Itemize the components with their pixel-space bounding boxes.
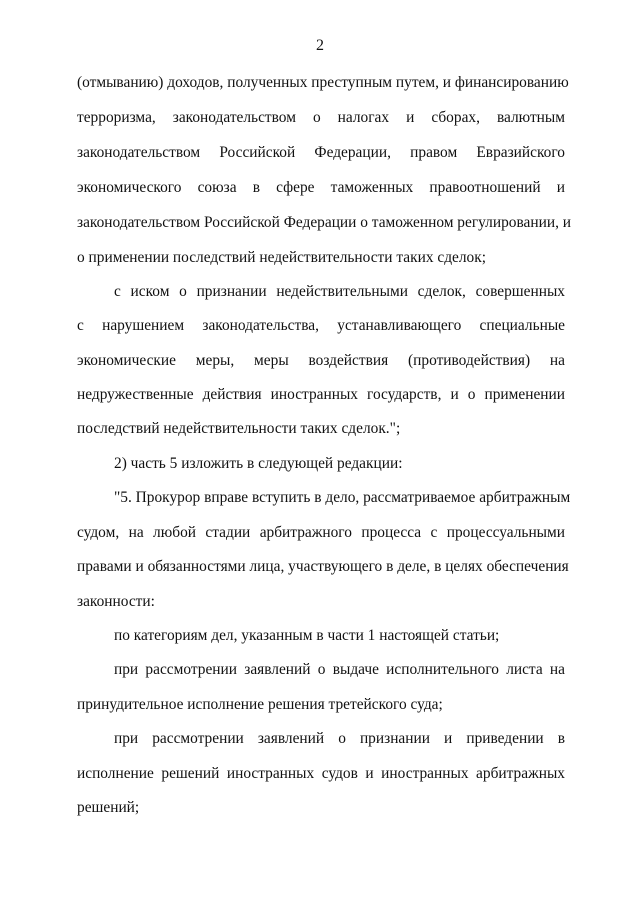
text-line-3: законодательством Российской Федерации, правом Евразийского: [77, 144, 565, 161]
text-line-6: о применении последствий недействительности таких сделок;: [77, 249, 486, 266]
text-line-1: (отмыванию) доходов, полученных преступным путем, и финансированию: [77, 74, 569, 91]
text-line-22: решений;: [77, 799, 140, 816]
text-line-2: терроризма, законодательством о налогах и сборах, валютным: [77, 109, 565, 126]
text-line-21: исполнение решений иностранных судов и иностранных арбитражных: [77, 765, 565, 782]
text-line-16: законности:: [77, 593, 155, 610]
text-line-11: последствий недействительности таких сделок.";: [77, 420, 401, 437]
text-line-10: недружественные действия иностранных государств, и о применении: [77, 386, 565, 403]
text-line-19: принудительное исполнение решения третейского суда;: [77, 696, 443, 713]
text-line-17: по категориям дел, указанным в части 1 настоящей статьи;: [114, 627, 500, 644]
text-line-20: при рассмотрении заявлений о признании и приведении в: [114, 730, 565, 747]
text-line-14: судом, на любой стадии арбитражного процесса с процессуальными: [77, 524, 565, 541]
text-line-8: с нарушением законодательства, устанавливающего специальные: [77, 317, 565, 334]
text-line-7: с иском о признании недействительными сделок, совершенных: [114, 283, 565, 300]
text-line-9: экономические меры, меры воздействия (противодействия) на: [77, 352, 565, 369]
text-line-4: экономического союза в сфере таможенных правоотношений и: [77, 179, 565, 196]
text-line-15: правами и обязанностями лица, участвующего в деле, в целях обеспечения: [77, 558, 569, 575]
text-line-5: законодательством Российской Федерации о таможенном регулировании, и: [77, 214, 572, 231]
page-number: 2: [316, 37, 324, 54]
text-line-12: 2) часть 5 изложить в следующей редакции:: [114, 455, 403, 472]
text-line-18: при рассмотрении заявлений о выдаче исполнительного листа на: [114, 661, 565, 678]
text-line-13: "5. Прокурор вправе вступить в дело, рассматриваемое арбитражным: [114, 489, 571, 506]
